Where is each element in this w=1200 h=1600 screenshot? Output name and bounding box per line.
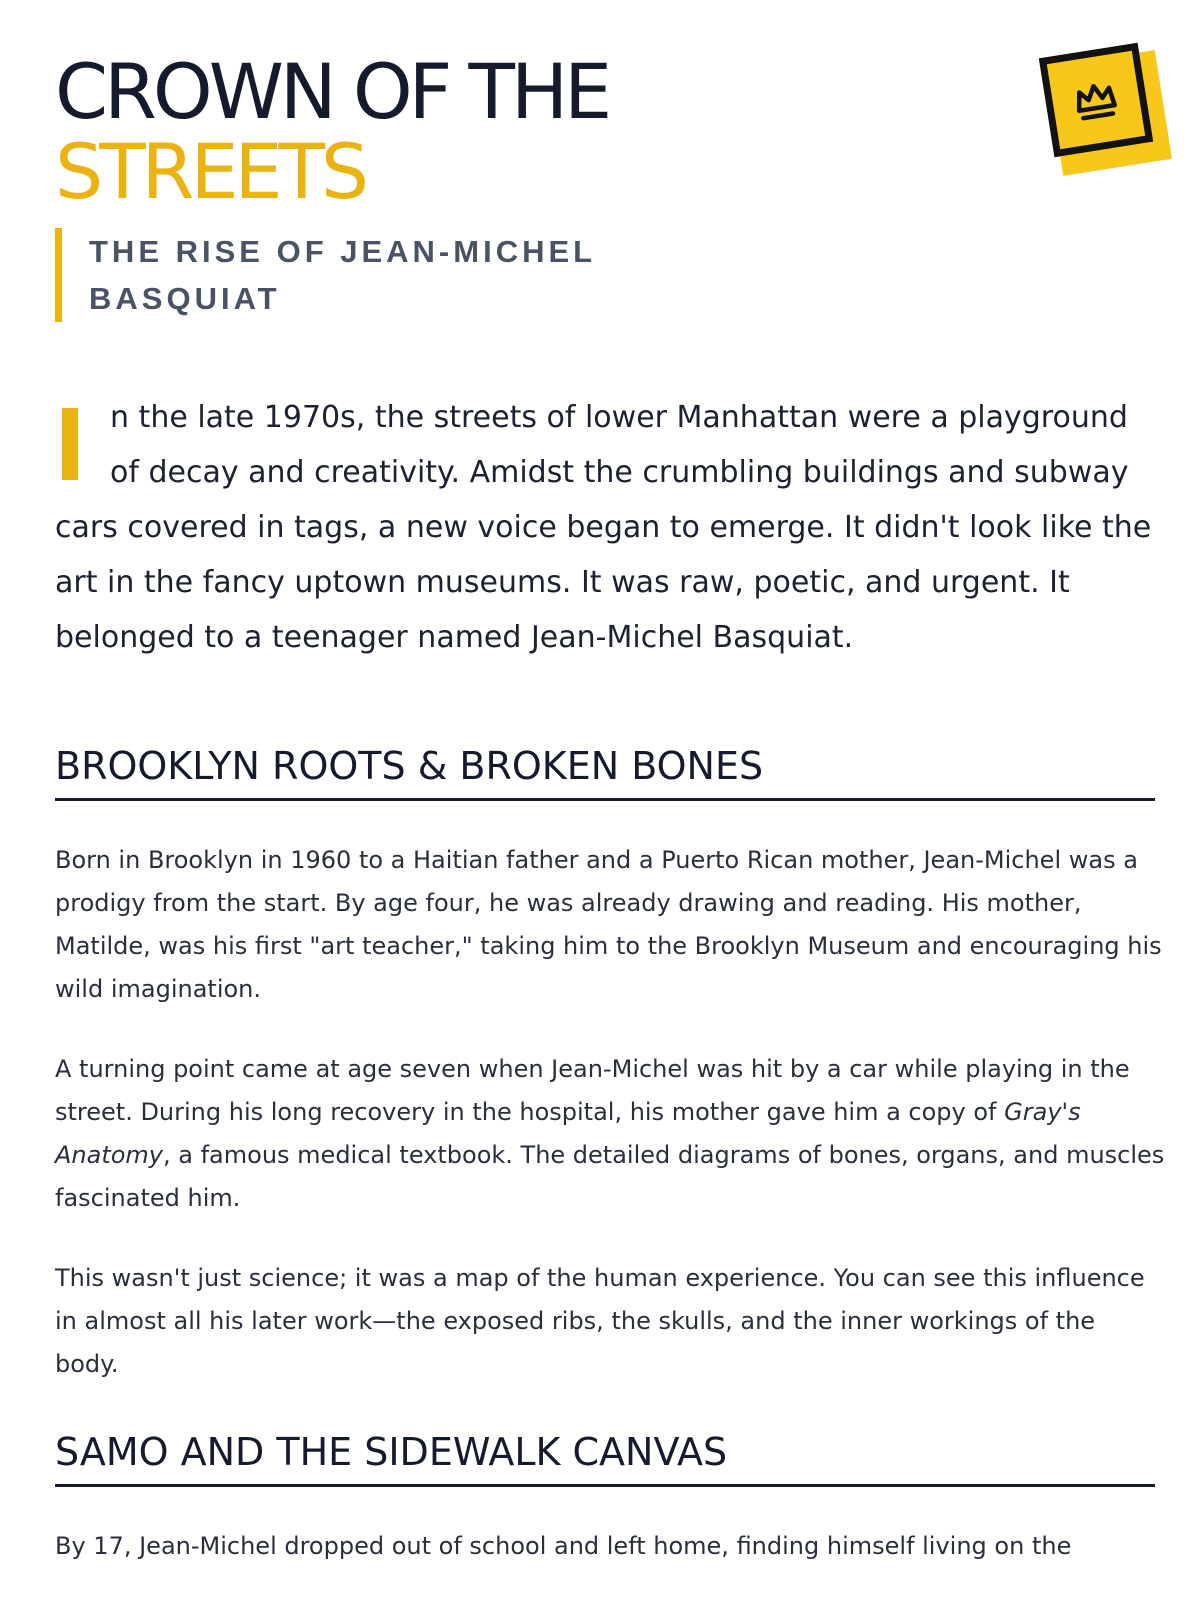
paragraph-brooklyn-1: Born in Brooklyn in 1960 to a Haitian father and a Puerto Rican mother, Jean-Michel was a prodigy from the start. By age four, he was already drawing and reading. His mother, Matilde, was his first "art teacher," taking him to the Brooklyn Museum and encouraging his wild imagination. — [55, 846, 1162, 1003]
intro-text: n the late 1970s, the streets of lower Manhattan were a playground of decay and creativity. Amidst the crumbling buildings and subway cars covered in tags, a new voice began to emerge. It didn't look like the art in the fancy uptown museums. It was raw, poetic, and urgent. It belonged to a teenager named Jean-Michel Basquiat. — [55, 400, 1152, 655]
paragraph-samo-1: By 17, Jean-Michel dropped out of school and left home, finding himself living on the — [55, 1532, 1072, 1560]
paragraph-text: A turning point came at age seven when Jean-Michel was hit by a car while playing in the street. During his long recovery in the hospital, his mother gave him a copy of — [55, 1055, 1130, 1126]
paragraph-brooklyn-3: This wasn't just science; it was a map of the human experience. You can see this influence in almost all his later work—the exposed ribs, the skulls, and the inner workings of the body. — [55, 1264, 1145, 1378]
intro-paragraph — [55, 390, 1155, 665]
crown-icon — [1069, 75, 1124, 130]
dropcap-letter — [110, 390, 111, 391]
book-title: Gray's Anatomy — [55, 1098, 1081, 1169]
section-heading-brooklyn: BROOKLYN ROOTS & BROKEN BONES — [55, 742, 1155, 801]
section-heading-samo: SAMO AND THE SIDEWALK CANVAS — [55, 1428, 1155, 1487]
subtitle: THE RISE OF JEAN-MICHEL BASQUIAT — [55, 228, 675, 322]
page-title — [55, 47, 609, 216]
paragraph-text: , a famous medical textbook. The detailed diagrams of bones, organs, and muscles fascinated him. — [55, 1141, 1165, 1212]
dropcap-bar — [62, 408, 78, 480]
title-line-1: CROWN OF THE — [55, 47, 609, 136]
paragraph-brooklyn-2 — [55, 1048, 1165, 1220]
crown-badge — [1044, 50, 1170, 176]
title-line-2: STREETS — [55, 127, 366, 216]
